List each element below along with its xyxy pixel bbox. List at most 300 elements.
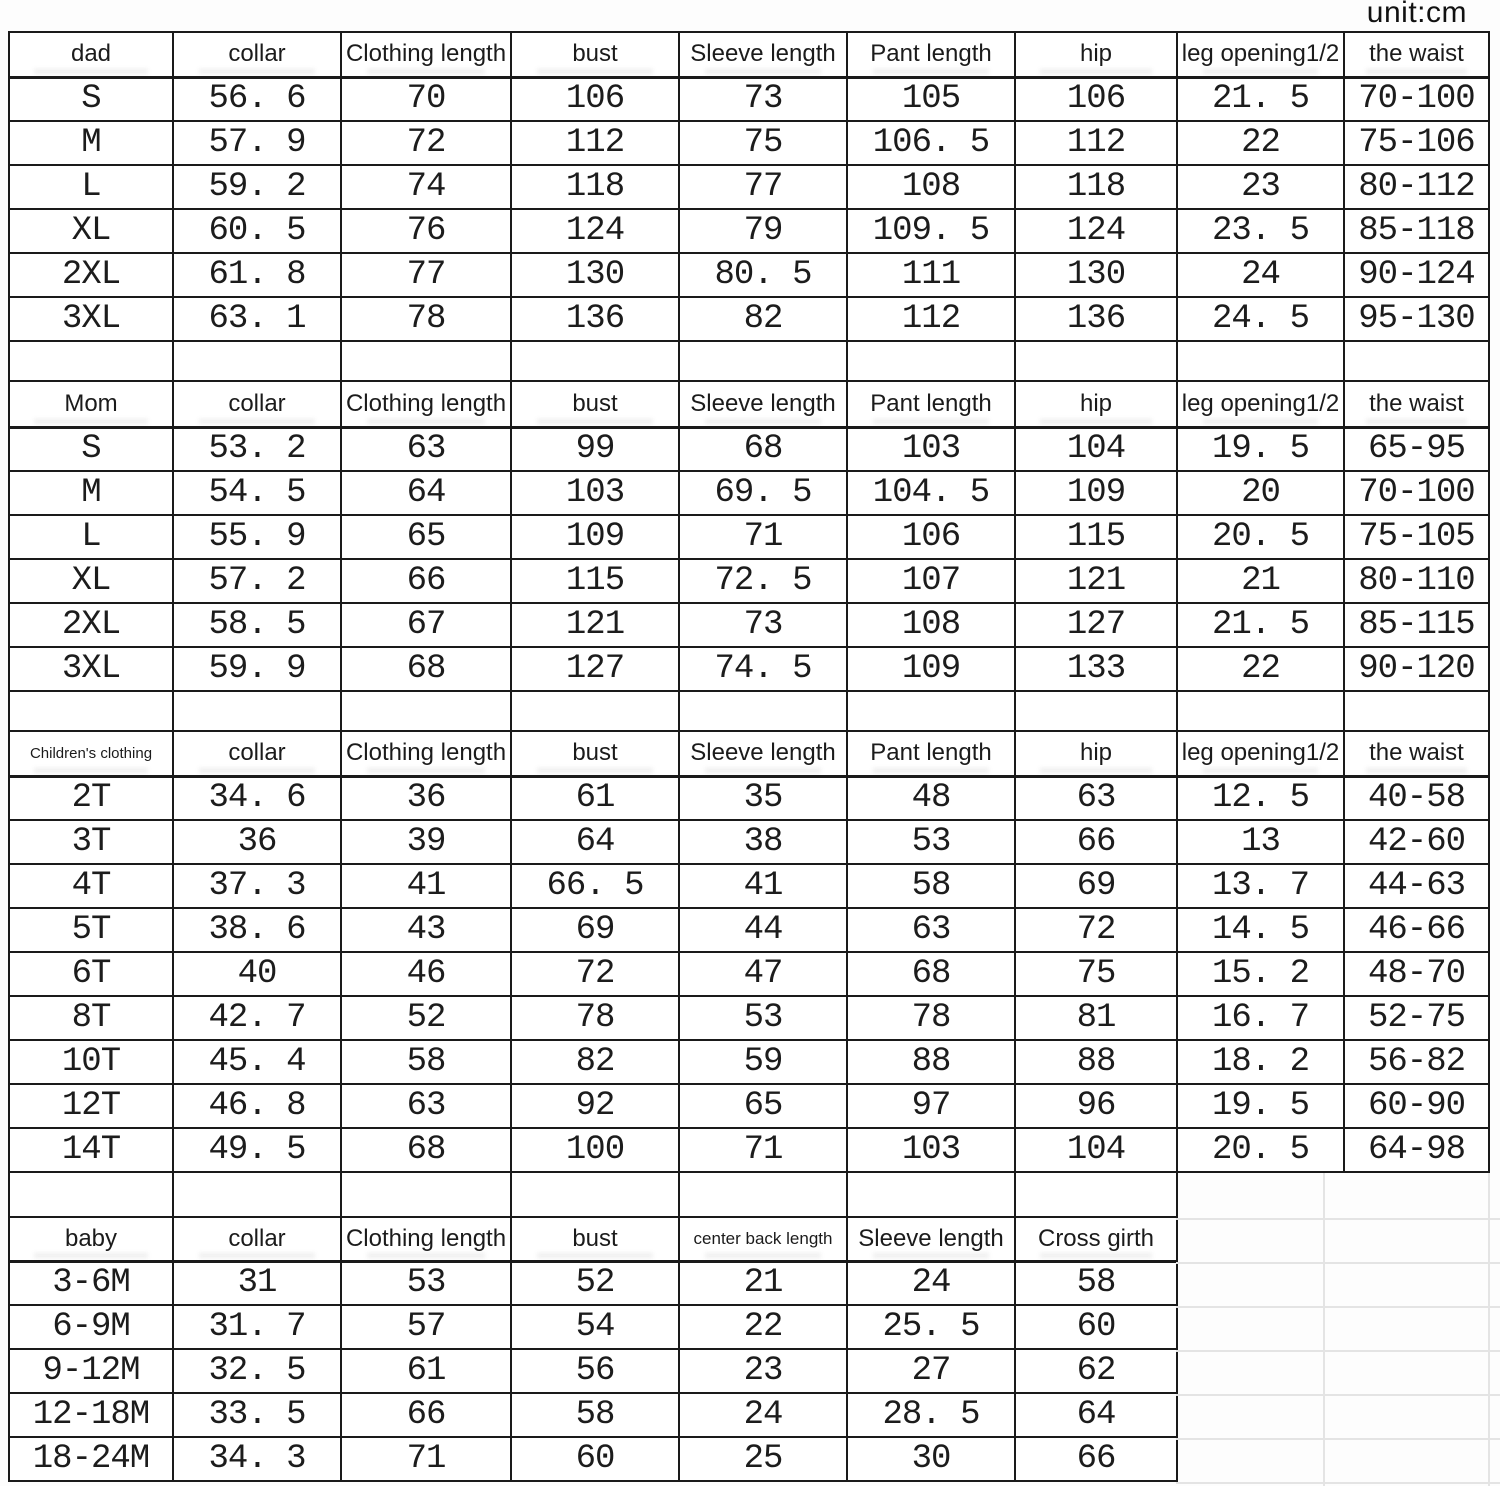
data-cell: 95-130 xyxy=(1344,297,1489,341)
spreadsheet-gridlines xyxy=(1176,1173,1500,1486)
data-cell: 112 xyxy=(847,297,1015,341)
header-row xyxy=(9,731,1489,776)
data-cell: 97 xyxy=(847,1084,1015,1128)
header-cell: hip xyxy=(1015,32,1177,77)
data-cell: 99 xyxy=(511,427,679,471)
header-cell: bust xyxy=(511,32,679,77)
header-cell: the waist xyxy=(1344,731,1489,776)
size-label-cell: L xyxy=(9,515,173,559)
table-row xyxy=(9,1349,1177,1393)
data-cell: 64 xyxy=(341,471,511,515)
data-cell: 40-58 xyxy=(1344,776,1489,820)
table-row xyxy=(9,1437,1177,1481)
data-cell: 136 xyxy=(1015,297,1177,341)
spacer-cell xyxy=(679,341,847,381)
data-cell: 49. 5 xyxy=(173,1128,341,1172)
data-cell: 79 xyxy=(679,209,847,253)
header-cell: bust xyxy=(511,731,679,776)
data-cell: 65 xyxy=(679,1084,847,1128)
data-cell: 130 xyxy=(1015,253,1177,297)
data-cell: 54 xyxy=(511,1305,679,1349)
data-cell: 58 xyxy=(847,864,1015,908)
data-cell: 54. 5 xyxy=(173,471,341,515)
data-cell: 58. 5 xyxy=(173,603,341,647)
data-cell: 61. 8 xyxy=(173,253,341,297)
data-cell: 66 xyxy=(341,1393,511,1437)
data-cell: 63 xyxy=(847,908,1015,952)
data-cell: 109. 5 xyxy=(847,209,1015,253)
spacer-cell xyxy=(679,1172,847,1217)
header-row xyxy=(9,32,1489,77)
data-cell: 109 xyxy=(847,647,1015,691)
header-cell: Clothing length xyxy=(341,381,511,427)
table-row xyxy=(9,209,1489,253)
data-cell: 105 xyxy=(847,77,1015,121)
data-cell: 106 xyxy=(847,515,1015,559)
data-cell: 71 xyxy=(679,1128,847,1172)
size-label-cell: 2T xyxy=(9,776,173,820)
data-cell: 81 xyxy=(1015,996,1177,1040)
data-cell: 111 xyxy=(847,253,1015,297)
data-cell: 23 xyxy=(1177,165,1344,209)
data-cell: 18. 2 xyxy=(1177,1040,1344,1084)
size-label-cell: 3-6M xyxy=(9,1261,173,1305)
header-cell: collar xyxy=(173,731,341,776)
table-row xyxy=(9,77,1489,121)
data-cell: 80-112 xyxy=(1344,165,1489,209)
size-label-cell: S xyxy=(9,77,173,121)
data-cell: 65 xyxy=(341,515,511,559)
faint-gridline-horizontal xyxy=(1176,1394,1500,1396)
data-cell: 21 xyxy=(1177,559,1344,603)
header-cell: the waist xyxy=(1344,32,1489,77)
size-label-cell: 4T xyxy=(9,864,173,908)
header-cell: baby xyxy=(9,1217,173,1261)
data-cell: 36 xyxy=(341,776,511,820)
table-row xyxy=(9,559,1489,603)
data-cell: 46. 8 xyxy=(173,1084,341,1128)
data-cell: 130 xyxy=(511,253,679,297)
header-cell: Sleeve length xyxy=(679,381,847,427)
data-cell: 57. 9 xyxy=(173,121,341,165)
spacer-cell xyxy=(1344,691,1489,731)
data-cell: 57 xyxy=(341,1305,511,1349)
data-cell: 115 xyxy=(1015,515,1177,559)
data-cell: 104. 5 xyxy=(847,471,1015,515)
data-cell: 37. 3 xyxy=(173,864,341,908)
data-cell: 42. 7 xyxy=(173,996,341,1040)
spacer-cell xyxy=(173,691,341,731)
size-label-cell: 5T xyxy=(9,908,173,952)
size-label-cell: 8T xyxy=(9,996,173,1040)
data-cell: 22 xyxy=(1177,121,1344,165)
data-cell: 13. 7 xyxy=(1177,864,1344,908)
data-cell: 75 xyxy=(1015,952,1177,996)
header-cell: Pant length xyxy=(847,381,1015,427)
data-cell: 133 xyxy=(1015,647,1177,691)
data-cell: 23. 5 xyxy=(1177,209,1344,253)
header-cell: Sleeve length xyxy=(847,1217,1015,1261)
size-label-cell: L xyxy=(9,165,173,209)
data-cell: 20 xyxy=(1177,471,1344,515)
data-cell: 106 xyxy=(1015,77,1177,121)
header-cell: Pant length xyxy=(847,731,1015,776)
data-cell: 58 xyxy=(511,1393,679,1437)
data-cell: 15. 2 xyxy=(1177,952,1344,996)
spacer-cell xyxy=(679,691,847,731)
header-cell: leg opening1/2 xyxy=(1177,381,1344,427)
data-cell: 109 xyxy=(1015,471,1177,515)
data-cell: 63 xyxy=(341,1084,511,1128)
header-cell: leg opening1/2 xyxy=(1177,731,1344,776)
data-cell: 74 xyxy=(341,165,511,209)
data-cell: 21. 5 xyxy=(1177,77,1344,121)
spacer-cell xyxy=(1015,341,1177,381)
size-label-cell: M xyxy=(9,471,173,515)
data-cell: 66. 5 xyxy=(511,864,679,908)
data-cell: 20. 5 xyxy=(1177,1128,1344,1172)
data-cell: 59 xyxy=(679,1040,847,1084)
unit-label: unit:cm xyxy=(1366,0,1467,29)
data-cell: 60 xyxy=(511,1437,679,1481)
header-cell: Pant length xyxy=(847,32,1015,77)
data-cell: 56. 6 xyxy=(173,77,341,121)
data-cell: 38 xyxy=(679,820,847,864)
faint-gridline-horizontal xyxy=(1176,1262,1500,1264)
data-cell: 112 xyxy=(511,121,679,165)
size-label-cell: 2XL xyxy=(9,603,173,647)
size-label-cell: 2XL xyxy=(9,253,173,297)
data-cell: 100 xyxy=(511,1128,679,1172)
data-cell: 62 xyxy=(1015,1349,1177,1393)
spacer-cell xyxy=(173,1172,341,1217)
header-cell: Clothing length xyxy=(341,32,511,77)
data-cell: 69. 5 xyxy=(679,471,847,515)
header-cell: center back length xyxy=(679,1217,847,1261)
data-cell: 48-70 xyxy=(1344,952,1489,996)
data-cell: 82 xyxy=(679,297,847,341)
faint-gridline-vertical xyxy=(1488,1173,1490,1486)
data-cell: 35 xyxy=(679,776,847,820)
data-cell: 90-120 xyxy=(1344,647,1489,691)
faint-gridline-horizontal xyxy=(1176,1306,1500,1308)
data-cell: 33. 5 xyxy=(173,1393,341,1437)
data-cell: 40 xyxy=(173,952,341,996)
header-cell: leg opening1/2 xyxy=(1177,32,1344,77)
data-cell: 76 xyxy=(341,209,511,253)
data-cell: 96 xyxy=(1015,1084,1177,1128)
data-cell: 78 xyxy=(511,996,679,1040)
data-cell: 66 xyxy=(1015,1437,1177,1481)
data-cell: 53. 2 xyxy=(173,427,341,471)
spacer-cell xyxy=(1015,691,1177,731)
data-cell: 121 xyxy=(1015,559,1177,603)
data-cell: 68 xyxy=(341,647,511,691)
data-cell: 70-100 xyxy=(1344,471,1489,515)
data-cell: 71 xyxy=(341,1437,511,1481)
size-label-cell: 3XL xyxy=(9,647,173,691)
table-row xyxy=(9,603,1489,647)
spacer-cell xyxy=(511,691,679,731)
data-cell: 53 xyxy=(847,820,1015,864)
data-cell: 68 xyxy=(847,952,1015,996)
size-label-cell: XL xyxy=(9,209,173,253)
data-cell: 71 xyxy=(679,515,847,559)
data-cell: 74. 5 xyxy=(679,647,847,691)
size-label-cell: 12-18M xyxy=(9,1393,173,1437)
data-cell: 53 xyxy=(341,1261,511,1305)
data-cell: 108 xyxy=(847,603,1015,647)
size-label-cell: XL xyxy=(9,559,173,603)
header-cell: collar xyxy=(173,381,341,427)
data-cell: 124 xyxy=(1015,209,1177,253)
data-cell: 52-75 xyxy=(1344,996,1489,1040)
data-cell: 107 xyxy=(847,559,1015,603)
table-row xyxy=(9,908,1489,952)
data-cell: 42-60 xyxy=(1344,820,1489,864)
data-cell: 46-66 xyxy=(1344,908,1489,952)
header-cell: Sleeve length xyxy=(679,731,847,776)
data-cell: 43 xyxy=(341,908,511,952)
size-label-cell: 18-24M xyxy=(9,1437,173,1481)
data-cell: 112 xyxy=(1015,121,1177,165)
data-cell: 127 xyxy=(511,647,679,691)
data-cell: 25. 5 xyxy=(847,1305,1015,1349)
size-table-dad-mom-children xyxy=(8,31,1490,1173)
data-cell: 52 xyxy=(511,1261,679,1305)
faint-gridline-horizontal xyxy=(1176,1350,1500,1352)
header-cell: bust xyxy=(511,381,679,427)
spacer-row xyxy=(9,691,1489,731)
table-row xyxy=(9,1393,1177,1437)
data-cell: 60-90 xyxy=(1344,1084,1489,1128)
data-cell: 72. 5 xyxy=(679,559,847,603)
data-cell: 67 xyxy=(341,603,511,647)
header-cell: Mom xyxy=(9,381,173,427)
data-cell: 19. 5 xyxy=(1177,1084,1344,1128)
data-cell: 31 xyxy=(173,1261,341,1305)
header-cell: Clothing length xyxy=(341,731,511,776)
data-cell: 106 xyxy=(511,77,679,121)
data-cell: 24. 5 xyxy=(1177,297,1344,341)
size-label-cell: 6T xyxy=(9,952,173,996)
data-cell: 31. 7 xyxy=(173,1305,341,1349)
data-cell: 73 xyxy=(679,603,847,647)
data-cell: 82 xyxy=(511,1040,679,1084)
data-cell: 118 xyxy=(1015,165,1177,209)
data-cell: 16. 7 xyxy=(1177,996,1344,1040)
data-cell: 56 xyxy=(511,1349,679,1393)
data-cell: 59. 2 xyxy=(173,165,341,209)
data-cell: 65-95 xyxy=(1344,427,1489,471)
table-row xyxy=(9,996,1489,1040)
data-cell: 24 xyxy=(1177,253,1344,297)
data-cell: 103 xyxy=(847,1128,1015,1172)
spacer-cell xyxy=(847,691,1015,731)
spacer-row xyxy=(9,341,1489,381)
header-cell: hip xyxy=(1015,381,1177,427)
data-cell: 41 xyxy=(679,864,847,908)
data-cell: 72 xyxy=(1015,908,1177,952)
data-cell: 85-115 xyxy=(1344,603,1489,647)
spacer-cell xyxy=(1344,341,1489,381)
size-label-cell: 9-12M xyxy=(9,1349,173,1393)
faint-gridline-horizontal xyxy=(1176,1218,1500,1220)
data-cell: 41 xyxy=(341,864,511,908)
data-cell: 77 xyxy=(679,165,847,209)
data-cell: 68 xyxy=(679,427,847,471)
faint-gridline-horizontal xyxy=(1176,1438,1500,1440)
data-cell: 63 xyxy=(1015,776,1177,820)
data-cell: 68 xyxy=(341,1128,511,1172)
data-cell: 118 xyxy=(511,165,679,209)
data-cell: 72 xyxy=(341,121,511,165)
spacer-cell xyxy=(847,1172,1015,1217)
faint-gridline-horizontal xyxy=(1176,1482,1500,1484)
data-cell: 70 xyxy=(341,77,511,121)
header-row xyxy=(9,1217,1177,1261)
spacer-cell xyxy=(847,341,1015,381)
data-cell: 61 xyxy=(511,776,679,820)
data-cell: 13 xyxy=(1177,820,1344,864)
data-cell: 19. 5 xyxy=(1177,427,1344,471)
data-cell: 24 xyxy=(847,1261,1015,1305)
data-cell: 48 xyxy=(847,776,1015,820)
size-label-cell: 10T xyxy=(9,1040,173,1084)
data-cell: 57. 2 xyxy=(173,559,341,603)
data-cell: 70-100 xyxy=(1344,77,1489,121)
table-row xyxy=(9,427,1489,471)
data-cell: 36 xyxy=(173,820,341,864)
table-row xyxy=(9,647,1489,691)
data-cell: 121 xyxy=(511,603,679,647)
data-cell: 109 xyxy=(511,515,679,559)
data-cell: 21. 5 xyxy=(1177,603,1344,647)
data-cell: 22 xyxy=(1177,647,1344,691)
spacer-cell xyxy=(511,341,679,381)
data-cell: 32. 5 xyxy=(173,1349,341,1393)
data-cell: 75-105 xyxy=(1344,515,1489,559)
spacer-cell xyxy=(1177,341,1344,381)
header-cell: Sleeve length xyxy=(679,32,847,77)
data-cell: 21 xyxy=(679,1261,847,1305)
data-cell: 52 xyxy=(341,996,511,1040)
data-cell: 90-124 xyxy=(1344,253,1489,297)
spacer-cell xyxy=(173,341,341,381)
header-cell: bust xyxy=(511,1217,679,1261)
data-cell: 78 xyxy=(847,996,1015,1040)
data-cell: 27 xyxy=(847,1349,1015,1393)
spacer-cell xyxy=(511,1172,679,1217)
data-cell: 66 xyxy=(341,559,511,603)
table-row xyxy=(9,471,1489,515)
data-cell: 55. 9 xyxy=(173,515,341,559)
data-cell: 72 xyxy=(511,952,679,996)
size-label-cell: 12T xyxy=(9,1084,173,1128)
data-cell: 127 xyxy=(1015,603,1177,647)
data-cell: 63 xyxy=(341,427,511,471)
header-cell: dad xyxy=(9,32,173,77)
data-cell: 108 xyxy=(847,165,1015,209)
header-cell: collar xyxy=(173,1217,341,1261)
data-cell: 30 xyxy=(847,1437,1015,1481)
data-cell: 58 xyxy=(1015,1261,1177,1305)
data-cell: 23 xyxy=(679,1349,847,1393)
data-cell: 77 xyxy=(341,253,511,297)
size-table-baby xyxy=(8,1171,1178,1482)
spacer-row xyxy=(9,1172,1177,1217)
data-cell: 24 xyxy=(679,1393,847,1437)
data-cell: 20. 5 xyxy=(1177,515,1344,559)
size-label-cell: 14T xyxy=(9,1128,173,1172)
data-cell: 75-106 xyxy=(1344,121,1489,165)
data-cell: 104 xyxy=(1015,427,1177,471)
data-cell: 44-63 xyxy=(1344,864,1489,908)
header-cell: Cross girth xyxy=(1015,1217,1177,1261)
data-cell: 124 xyxy=(511,209,679,253)
data-cell: 38. 6 xyxy=(173,908,341,952)
data-cell: 115 xyxy=(511,559,679,603)
data-cell: 80-110 xyxy=(1344,559,1489,603)
data-cell: 104 xyxy=(1015,1128,1177,1172)
table-row xyxy=(9,776,1489,820)
table-row xyxy=(9,253,1489,297)
data-cell: 28. 5 xyxy=(847,1393,1015,1437)
header-cell: the waist xyxy=(1344,381,1489,427)
spacer-cell xyxy=(341,341,511,381)
data-cell: 45. 4 xyxy=(173,1040,341,1084)
spacer-cell xyxy=(9,1172,173,1217)
data-cell: 12. 5 xyxy=(1177,776,1344,820)
size-label-cell: 3XL xyxy=(9,297,173,341)
data-cell: 22 xyxy=(679,1305,847,1349)
table-row xyxy=(9,165,1489,209)
table-row xyxy=(9,864,1489,908)
data-cell: 53 xyxy=(679,996,847,1040)
data-cell: 103 xyxy=(511,471,679,515)
table-row xyxy=(9,1261,1177,1305)
header-cell: hip xyxy=(1015,731,1177,776)
data-cell: 25 xyxy=(679,1437,847,1481)
data-cell: 88 xyxy=(847,1040,1015,1084)
size-label-cell: S xyxy=(9,427,173,471)
data-cell: 73 xyxy=(679,77,847,121)
data-cell: 66 xyxy=(1015,820,1177,864)
table-row xyxy=(9,1040,1489,1084)
header-cell: Clothing length xyxy=(341,1217,511,1261)
spacer-cell xyxy=(341,691,511,731)
table-row xyxy=(9,1128,1489,1172)
spacer-cell xyxy=(9,341,173,381)
header-cell: collar xyxy=(173,32,341,77)
data-cell: 46 xyxy=(341,952,511,996)
data-cell: 47 xyxy=(679,952,847,996)
data-cell: 64 xyxy=(511,820,679,864)
data-cell: 34. 3 xyxy=(173,1437,341,1481)
faint-gridline-vertical xyxy=(1323,1173,1325,1486)
table-row xyxy=(9,952,1489,996)
data-cell: 14. 5 xyxy=(1177,908,1344,952)
data-cell: 80. 5 xyxy=(679,253,847,297)
table-row xyxy=(9,515,1489,559)
data-cell: 69 xyxy=(1015,864,1177,908)
data-cell: 103 xyxy=(847,427,1015,471)
data-cell: 58 xyxy=(341,1040,511,1084)
data-cell: 34. 6 xyxy=(173,776,341,820)
table-row xyxy=(9,297,1489,341)
data-cell: 60. 5 xyxy=(173,209,341,253)
header-cell: Children's clothing xyxy=(9,731,173,776)
